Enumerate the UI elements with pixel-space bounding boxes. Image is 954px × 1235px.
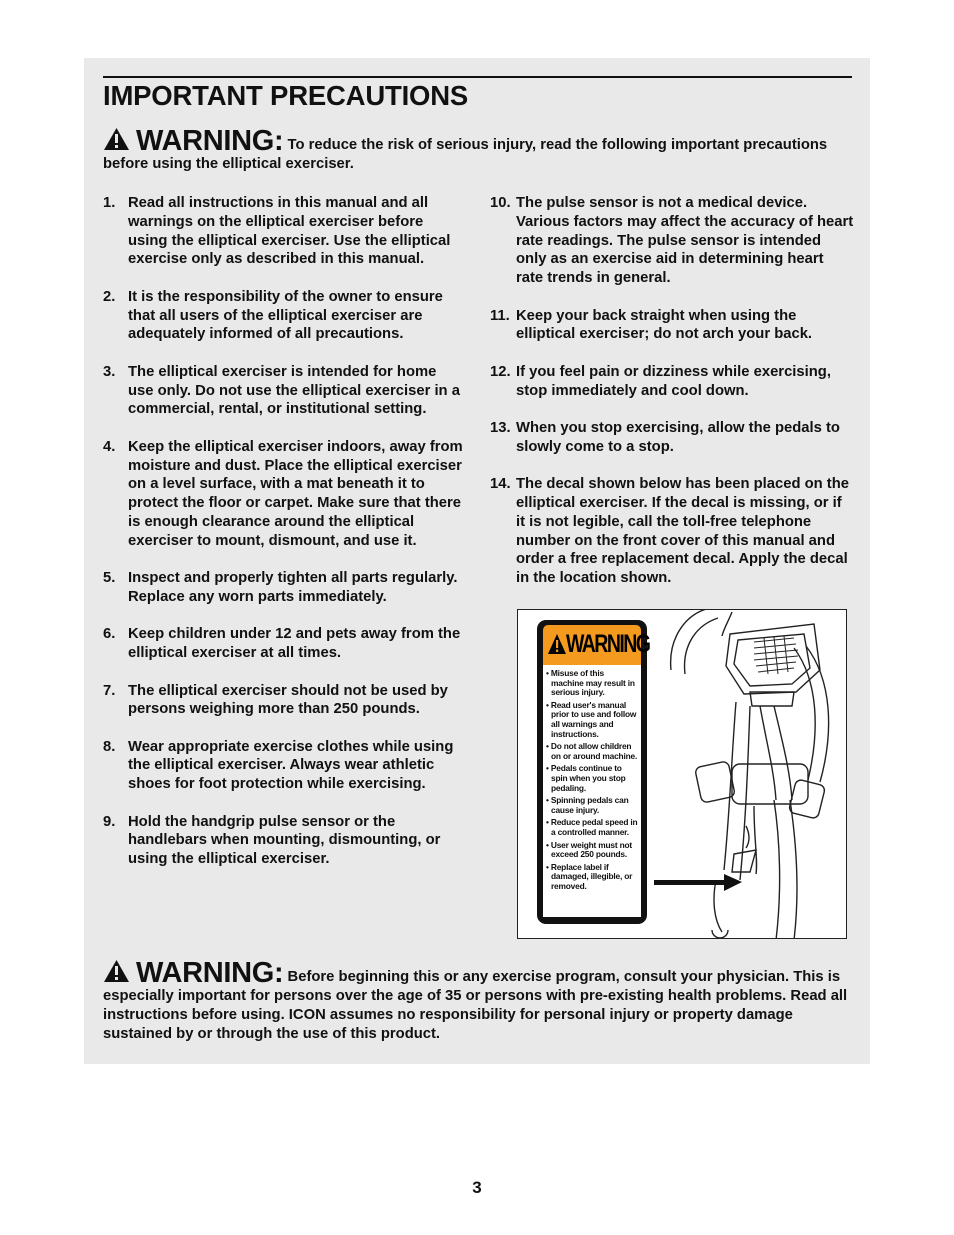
precaution-text: The decal shown below has been placed on the elliptical exerciser. If the decal is missing, or if it is not legible, call the toll-free telephone number on the front cover of this manual and order a free replacement decal. Apply the decal in the location shown. bbox=[516, 476, 849, 587]
precaution-item bbox=[103, 363, 463, 419]
precaution-item bbox=[103, 738, 463, 794]
precaution-text: Hold the handgrip pulse sensor or the handlebars when mounting, dismounting, or using the elliptical exerciser. bbox=[128, 813, 441, 868]
precaution-number: 3. bbox=[103, 363, 116, 380]
precaution-item bbox=[490, 363, 854, 401]
precaution-text: Keep your back straight when using the elliptical exerciser; do not arch your back. bbox=[516, 307, 813, 343]
precaution-item bbox=[103, 569, 463, 607]
precautions-list-right bbox=[490, 194, 854, 607]
precaution-number: 1. bbox=[103, 195, 116, 211]
precaution-text: The elliptical exerciser is intended for home use only. Do not use the elliptical exerciser in a commercial, rental, or institutional setting. bbox=[128, 363, 460, 418]
precaution-item bbox=[490, 475, 854, 588]
precaution-number: 4. bbox=[103, 438, 116, 455]
precaution-number: 6. bbox=[103, 626, 116, 643]
top-warning bbox=[103, 127, 855, 174]
decal-body bbox=[543, 665, 641, 917]
precaution-number: 7. bbox=[103, 682, 116, 699]
precaution-item bbox=[103, 625, 463, 663]
precaution-number: 13. bbox=[490, 419, 511, 436]
decal-bullet: • Pedals continue to spin when you stop pedaling. bbox=[546, 763, 626, 793]
decal-bullet: • User weight must not exceed 250 pounds. bbox=[546, 839, 633, 860]
precaution-text: If you feel pain or dizziness while exercising, stop immediately and cool down. bbox=[516, 363, 831, 399]
bottom-warning-text: Before beginning this or any exercise program, consult your physician. This is especially important for persons over the age of 35 or persons with pre-existing health problems. Read all instructions before using. ICON assumes no responsibility for personal injury or property damage sustained by or through the use of this product. bbox=[103, 969, 848, 1042]
top-warning-text: To reduce the risk of serious injury, read the following important precautions before using the elliptical exerciser. bbox=[103, 137, 828, 172]
title-rule bbox=[103, 76, 852, 78]
precaution-number: 9. bbox=[103, 813, 116, 830]
decal-bullet: • Replace label if damaged, illegible, or removed. bbox=[546, 861, 633, 891]
precaution-item bbox=[103, 813, 463, 869]
precaution-text: Read all instructions in this manual and all warnings on the elliptical exerciser before using the elliptical exerciser. Use the elliptical exercise only as described in this manual. bbox=[128, 195, 451, 268]
precaution-number: 5. bbox=[103, 570, 116, 587]
warning-triangle-icon bbox=[103, 959, 130, 983]
precaution-item bbox=[490, 419, 854, 457]
precaution-number: 14. bbox=[490, 476, 511, 493]
precaution-number: 11. bbox=[490, 307, 510, 324]
bottom-warning bbox=[103, 959, 855, 1044]
precaution-text: Keep children under 12 and pets away from the elliptical exerciser at all times. bbox=[128, 626, 461, 662]
precaution-item bbox=[103, 194, 463, 269]
precaution-text: When you stop exercising, allow the pedals to slowly come to a stop. bbox=[516, 419, 840, 455]
precaution-number: 12. bbox=[490, 363, 511, 380]
precaution-item bbox=[490, 194, 854, 288]
precaution-number: 10. bbox=[490, 195, 511, 211]
page-title: IMPORTANT PRECAUTIONS bbox=[103, 80, 469, 111]
decal-bullet: • Spinning pedals can cause injury. bbox=[546, 795, 629, 815]
decal-header-text: WARNING bbox=[566, 630, 650, 658]
precaution-text: The pulse sensor is not a medical device. Various factors may affect the accuracy of heart rate readings. The pulse sensor is intended only as an exercise aid in determining heart rate trends in general. bbox=[516, 195, 854, 287]
precaution-text: Wear appropriate exercise clothes while using the elliptical exerciser. Always wear athletic shoes for foot protection while exercising. bbox=[128, 738, 454, 793]
precaution-number: 2. bbox=[103, 288, 116, 305]
precaution-text: It is the responsibility of the owner to ensure that all users of the elliptical exerciser are adequately informed of all precautions. bbox=[128, 288, 443, 343]
precaution-item bbox=[103, 682, 463, 720]
page-number: 3 bbox=[472, 1178, 482, 1197]
decal-header bbox=[543, 625, 650, 665]
decal-bullet-list bbox=[543, 665, 641, 891]
warning-word: WARNING: bbox=[136, 957, 284, 989]
decal-illustration bbox=[517, 609, 847, 939]
precaution-text: Inspect and properly tighten all parts regularly. Replace any worn parts immediately. bbox=[128, 570, 458, 605]
precautions-list-left bbox=[103, 194, 463, 888]
precaution-item bbox=[490, 307, 854, 345]
decal-bullet: • Read user's manual prior to use and follow all warnings and instructions. bbox=[546, 699, 637, 739]
warning-triangle-icon bbox=[103, 127, 130, 151]
precaution-item bbox=[103, 288, 463, 344]
decal-bullet: • Misuse of this machine may result in serious injury. bbox=[546, 668, 635, 698]
warning-decal bbox=[537, 620, 650, 924]
decal-bullet: • Do not allow children on or around machine. bbox=[546, 741, 638, 761]
precaution-item bbox=[103, 438, 463, 551]
precaution-text: The elliptical exerciser should not be used by persons weighing more than 250 pounds. bbox=[128, 682, 448, 718]
decal-warning-triangle-icon bbox=[547, 633, 567, 655]
precaution-number: 8. bbox=[103, 738, 116, 755]
warning-word: WARNING: bbox=[136, 125, 284, 157]
precaution-text: Keep the elliptical exerciser indoors, away from moisture and dust. Place the elliptical exerciser on a level surface, with a mat beneath it to protect the floor or carpet. Make sure that there is enough clearance around the elliptical exerciser to mount, dismount, and use it. bbox=[128, 438, 463, 549]
decal-bullet: • Reduce pedal speed in a controlled manner. bbox=[546, 817, 638, 837]
